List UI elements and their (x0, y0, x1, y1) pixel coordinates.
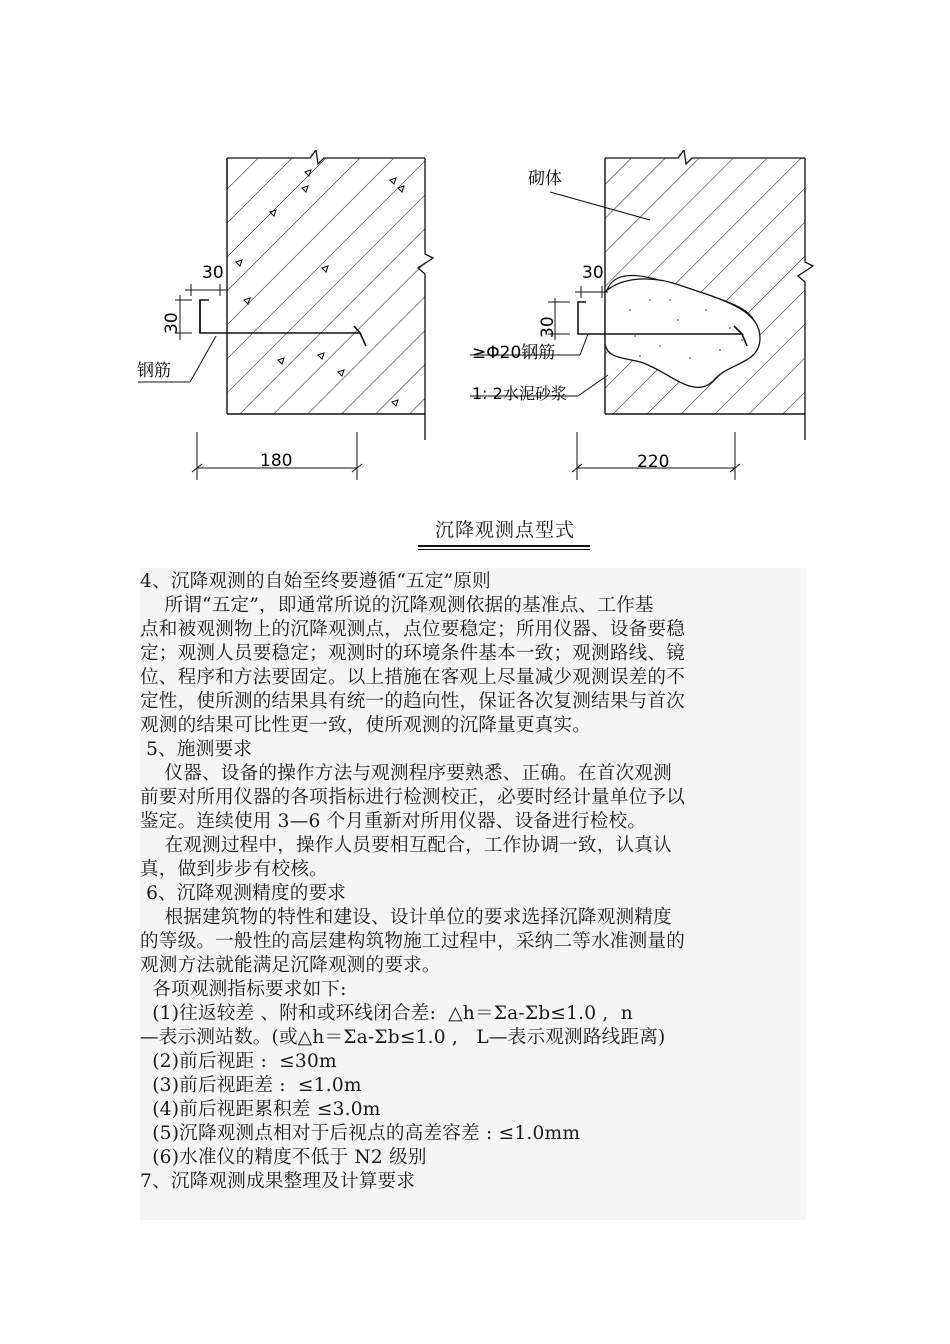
rebar-label-right: ≥Φ20钢筋 (472, 343, 556, 363)
masonry-wall-section (605, 150, 813, 440)
settlement-point-diagram (130, 150, 830, 550)
requirement-item-2: (2)前后视距 : ≤30m (140, 1051, 337, 1072)
requirement-item-1: (1)往返较差 、附和或环线闭合差: △h＝Σa-Σb≤1.0 , n (140, 1003, 633, 1024)
text-line: 定；观测人员要稳定；观测时的环境条件基本一致；观测路线、镜 (140, 643, 686, 664)
text-line: 观测方法就能满足沉降观测的要求。 (140, 955, 441, 976)
body-text (140, 568, 806, 1220)
requirement-item-5: (5)沉降观测点相对于后视点的高差容差 : ≤1.0mm (140, 1123, 581, 1144)
text-line: 在观测过程中，操作人员要相互配合，工作协调一致，认真认 (140, 835, 672, 856)
text-line: 定性，使所测的结果具有统一的趋向性，保证各次复测结果与首次 (140, 691, 686, 712)
text-line: 前要对所用仪器的各项指标进行检测校正，必要时经计量单位予以 (140, 787, 686, 808)
requirement-item-1-cont: —表示测站数。(或△h＝Σa-Σb≤1.0 , L—表示观测路线距离) (140, 1027, 666, 1048)
section-heading-7: 7、沉降观测成果整理及计算要求 (140, 1171, 416, 1192)
text-line: 仪器、设备的操作方法与观测程序要熟悉、正确。在首次观测 (140, 763, 672, 784)
dim-side-right: 30 (538, 316, 558, 338)
requirement-item-3: (3)前后视距差 : ≤1.0m (140, 1075, 362, 1096)
text-line: 鉴定。连续使用 3—6 个月重新对所用仪器、设备进行检校。 (140, 811, 647, 832)
text-line: 点和被观测物上的沉降观测点，点位要稳定；所用仪器、设备要稳 (140, 619, 686, 640)
section-heading-6: 6、沉降观测精度的要求 (140, 883, 347, 904)
text-line: 各项观测指标要求如下: (140, 979, 347, 1000)
dim-side-left: 30 (162, 312, 182, 334)
requirement-item-4: (4)前后视距累积差 ≤3.0m (140, 1099, 381, 1120)
text-line: 真，做到步步有校核。 (140, 859, 328, 880)
dim-top-right: 30 (582, 263, 604, 283)
rebar-label-left: 钢筋 (137, 361, 171, 381)
width-label-left: 180 (260, 451, 293, 471)
text-line: 观测的结果可比性更一致，使所观测的沉降量更真实。 (140, 715, 592, 736)
caption-underline-thin (418, 549, 590, 550)
section-heading-5: 5、施测要求 (140, 739, 253, 760)
figure-caption: 沉降观测点型式 (434, 519, 575, 541)
concrete-column-section (227, 150, 433, 440)
caption-underline (418, 545, 590, 547)
requirement-item-6: (6)水准仪的精度不低于 N2 级别 (140, 1147, 427, 1168)
dim-top-left: 30 (202, 263, 224, 283)
masonry-label: 砌体 (528, 169, 562, 189)
text-line: 的等级。一般性的高层建构筑物施工过程中，采纳二等水准测量的 (140, 931, 686, 952)
mortar-label: 1: 2水泥砂浆 (472, 384, 567, 403)
width-label-right: 220 (637, 452, 670, 472)
section-heading-4: 4、沉降观测的自始至终要遵循“五定”原则 (140, 571, 491, 592)
text-line: 所谓“五定”，即通常所说的沉降观测依据的基准点、工作基 (140, 595, 654, 616)
text-line: 位、程序和方法要固定。以上措施在客观上尽量减少观测误差的不 (140, 667, 686, 688)
text-line: 根据建筑物的特性和建设、设计单位的要求选择沉降观测精度 (140, 907, 672, 928)
